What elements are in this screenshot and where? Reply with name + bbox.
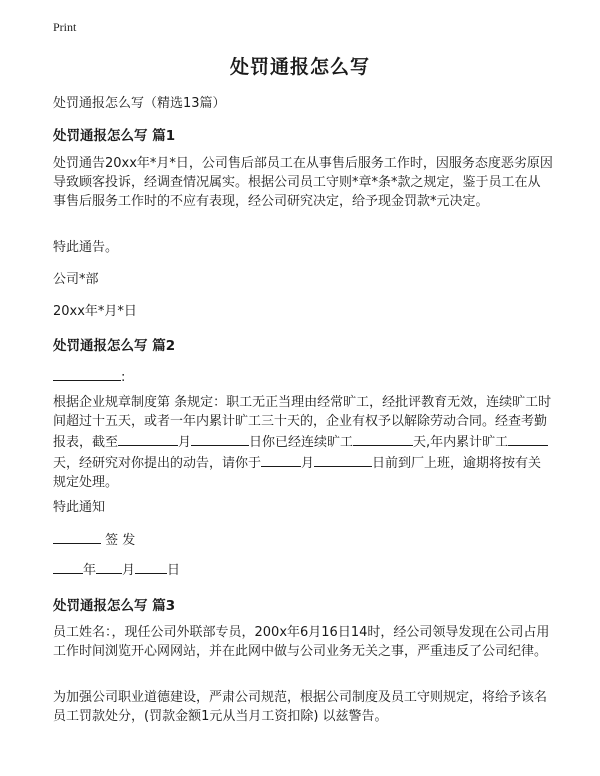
recipient-colon: :	[121, 370, 126, 385]
para2-day: 日你已经连续旷工	[249, 435, 354, 450]
section-2-date-line	[53, 559, 553, 580]
section-1-notice: 特此通告。	[53, 240, 119, 255]
date-month-blank	[96, 559, 122, 574]
date-month: 月	[122, 563, 136, 578]
para2-day-end: 日前到厂上班，逾期将按有关规定处理。	[53, 456, 542, 490]
para2-month: 月	[178, 435, 192, 450]
para2-year-total: 天,年内累计旷工	[413, 435, 509, 450]
section-2-notice: 特此通知	[53, 500, 106, 515]
para2-text-a: 根据企业规章制度第 条规定：职工无正当理由经常旷工，经批评教育无效，连续旷工时间超过十五天，或者一年内累计旷工三十天的，企业有权予以解除劳动合同。经查考勤报表，截至	[53, 395, 552, 450]
blank-month	[118, 431, 178, 446]
date-day: 日	[167, 563, 181, 578]
document-title: 处罚通报怎么写	[229, 56, 370, 78]
para2-research: 天，经研究对你提出的动告，请你于	[53, 456, 262, 471]
section-3-paragraph-2: 为加强公司职业道德建设，严肃公司规范，根据公司制度及员工守则规定，将给予该名员工罚款处分，(罚款金额1元从当月工资扣除) 以兹警告。	[53, 690, 548, 724]
date-year-blank	[53, 559, 83, 574]
blank-day-2	[314, 452, 372, 467]
blank-days	[353, 431, 413, 446]
date-year: 年	[83, 563, 97, 578]
section-1-department: 公司*部	[53, 272, 99, 287]
section-1-date: 20xx年*月*日	[53, 304, 137, 319]
date-day-blank	[135, 559, 167, 574]
section-heading-1: 处罚通报怎么写 篇1	[53, 128, 176, 144]
blank-total-days	[508, 431, 548, 446]
para2-month-2: 月	[301, 456, 315, 471]
print-label[interactable]: Print	[53, 20, 77, 34]
recipient-blank	[53, 366, 121, 381]
blank-month-2	[261, 452, 301, 467]
recipient-blank-line	[53, 366, 553, 385]
section-3-paragraph-1: 员工姓名：，现任公司外联部专员，200x年6月16日14时，经公司领导发现在公司占用工作时间浏览开心网网站，并在此网中做与公司业务无关之事，严重违反了公司纪律。	[53, 625, 550, 659]
sign-label: 签 发	[105, 533, 136, 548]
section-1-paragraph: 处罚通告20xx年*月*日，公司售后部员工在从事售后服务工作时，因服务态度恶劣原因导致顾客投诉，经调查情况属实。根据公司员工守则*章*条*款之规定，鉴于员工在从事售后服务工作时的不应有表现，经公司研究决定，给予现金罚款*元决定。	[53, 156, 553, 209]
blank-day	[191, 431, 249, 446]
section-2-paragraph	[53, 393, 553, 492]
document-subtitle: 处罚通报怎么写（精选13篇）	[53, 96, 226, 111]
sign-blank	[53, 529, 101, 544]
section-2-sign-line	[53, 529, 553, 550]
section-heading-3: 处罚通报怎么写 篇3	[53, 598, 176, 614]
section-heading-2: 处罚通报怎么写 篇2	[53, 338, 176, 354]
